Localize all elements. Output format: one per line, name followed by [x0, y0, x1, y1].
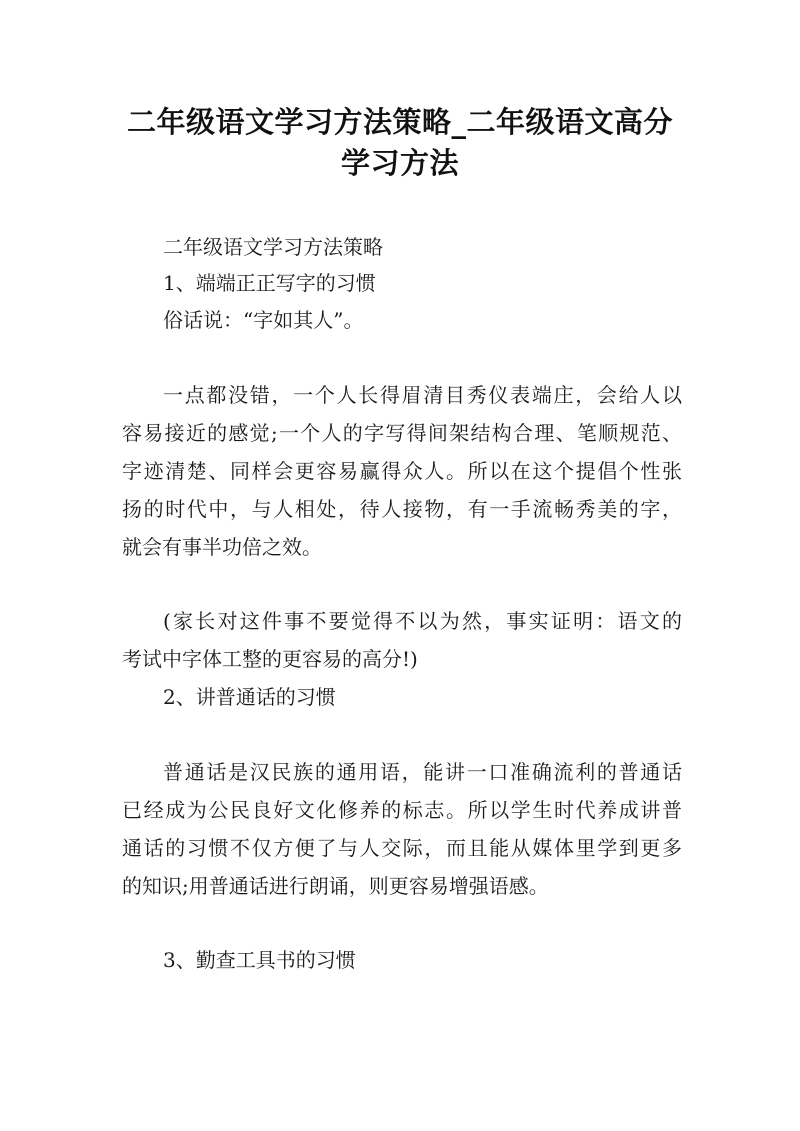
- document-subtitle: 二年级语文学习方法策略: [163, 235, 383, 259]
- section-1-paragraph-2-line: (家长对这件事不要觉得不以为然，事实证明：语文的: [163, 609, 682, 633]
- section-2-paragraph-line: 已经成为公民良好文化修养的标志。所以学生时代养成讲普: [122, 798, 682, 822]
- section-1-paragraph-2-line: 考试中字体工整的更容易的高分!): [122, 647, 418, 671]
- section-1-paragraph-1-line: 就会有事半功倍之效。: [122, 535, 322, 559]
- section-2-paragraph-line: 普通话是汉民族的通用语，能讲一口准确流利的普通话: [163, 760, 682, 784]
- section-2-paragraph-line: 的知识;用普通话进行朗诵，则更容易增强语感。: [122, 874, 549, 898]
- section-1-paragraph-1-line: 字迹清楚、同样会更容易赢得众人。所以在这个提倡个性张: [122, 459, 682, 483]
- section-2-paragraph-line: 通话的习惯不仅方便了与人交际，而且能从媒体里学到更多: [122, 836, 682, 860]
- section-1-paragraph-1-line: 容易接近的感觉;一个人的字写得间架结构合理、笔顺规范、: [122, 421, 682, 445]
- section-1-paragraph-1-line: 扬的时代中，与人相处，待人接物，有一手流畅秀美的字，: [122, 497, 682, 521]
- document-title-line-2: 学习方法: [340, 146, 459, 180]
- section-1-heading: 1、端端正正写字的习惯: [163, 271, 376, 295]
- section-3-heading: 3、勤查工具书的习惯: [163, 948, 356, 972]
- section-1-paragraph-1-line: 一点都没错，一个人长得眉清目秀仪表端庄，会给人以: [163, 383, 682, 407]
- section-2-heading: 2、讲普通话的习惯: [163, 685, 336, 709]
- section-1-saying: 俗话说：“字如其人”。: [163, 308, 364, 332]
- document-title-line-1: 二年级语文学习方法策略_二年级语文高分: [126, 105, 673, 139]
